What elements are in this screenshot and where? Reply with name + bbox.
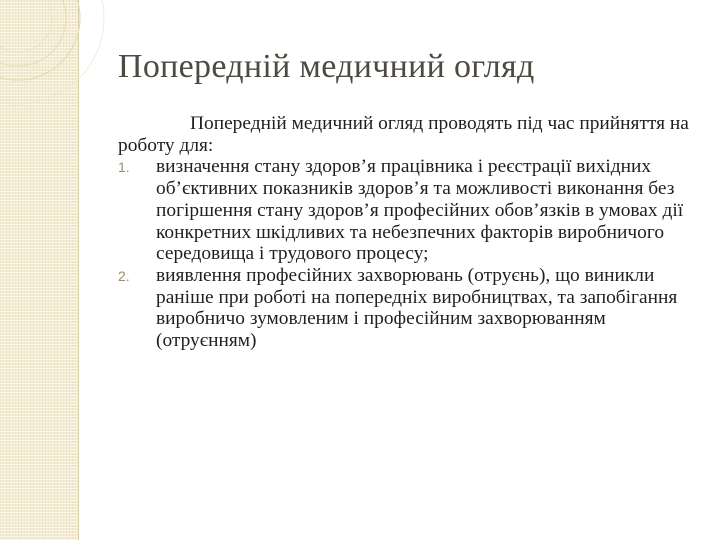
slide-title: Попередній медичний огляд <box>118 48 535 85</box>
list-item-text: виявлення професійних захворювань (отруєнь), що виникли раніше при роботі на попередніх виробництвах, та запобігання виробничо зумовленим і професійним захворюванням (отруєнням) <box>156 264 678 352</box>
slide-body <box>118 113 708 352</box>
intro-paragraph: Попередній медичний огляд проводять під час прийняття на роботу для: <box>118 113 689 156</box>
list-item <box>118 156 708 265</box>
list-marker: 2. <box>118 267 130 284</box>
numbered-list <box>118 156 708 351</box>
list-marker: 1. <box>118 159 130 176</box>
list-item <box>118 265 708 352</box>
list-item-text: визначення стану здоров’я працівника і реєстрації вихідних об’єктивних показників здоров’я та можливості виконання без погіршення стану здоров’я професійних обов’язків в умовах дії конкретних шкідливих та небезпечних факторів виробничого середовища і трудового процесу; <box>156 156 684 265</box>
